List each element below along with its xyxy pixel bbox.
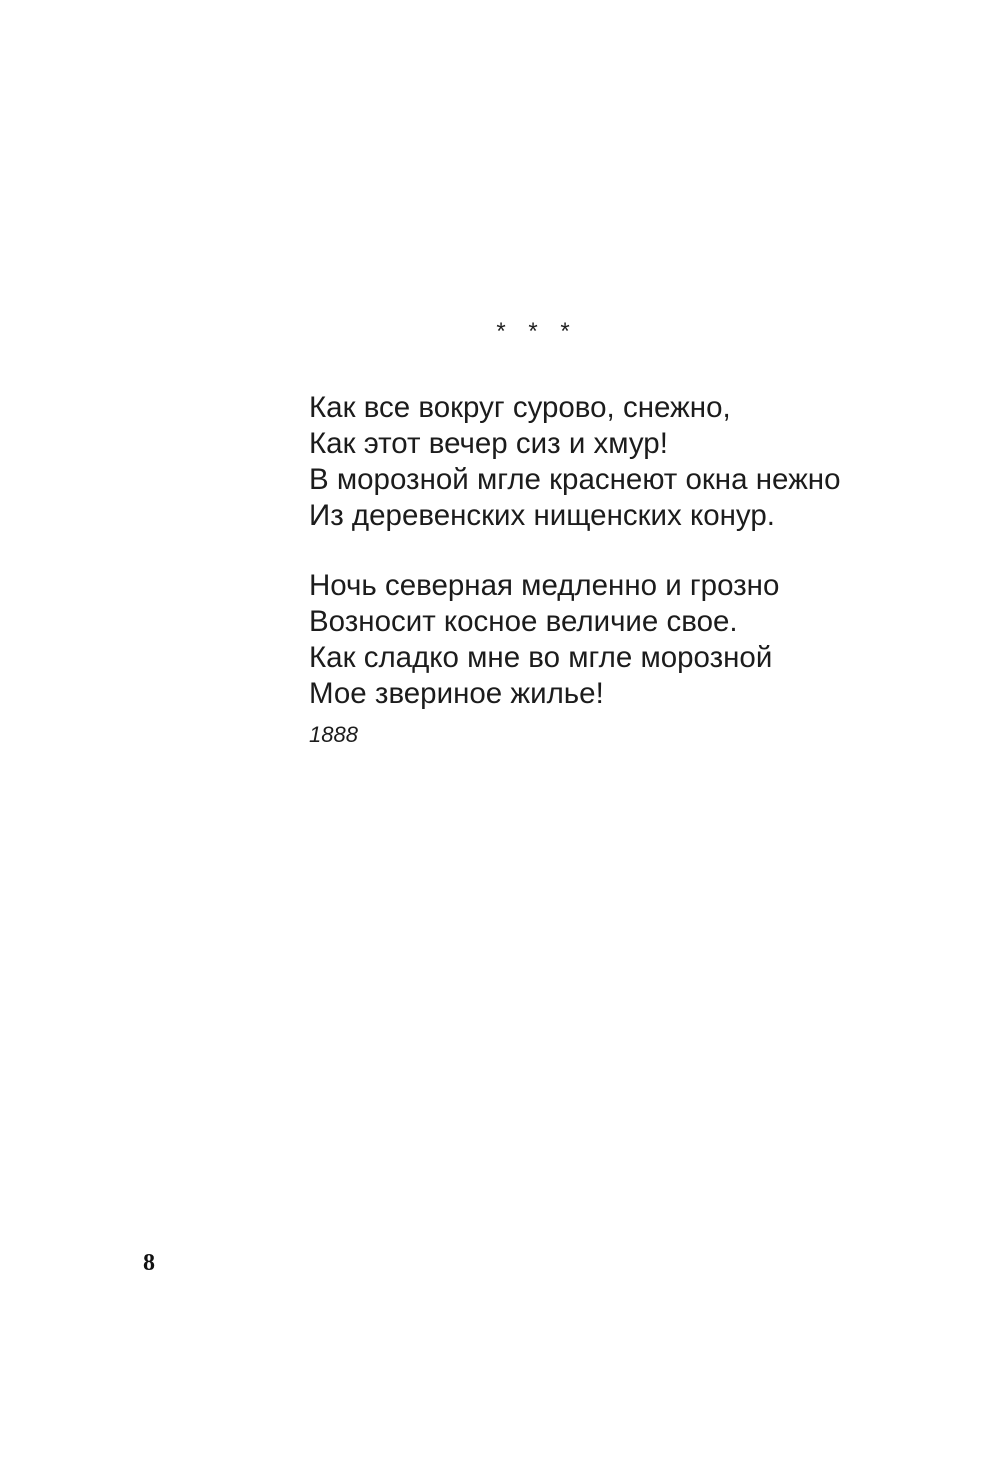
page-number: 8 [143, 1250, 155, 1276]
poem-line: В морозной мгле краснеют окна нежно [309, 463, 841, 496]
poem-line: Как сладко мне во мгле морозной [309, 641, 773, 674]
poem-separator: * * * [496, 318, 578, 345]
stanza-2 [309, 568, 909, 712]
poem-date: 1888 [309, 722, 358, 747]
poem-line: Как все вокруг сурово, снежно, [309, 391, 731, 424]
poem-line: Возносит косное величие свое. [309, 605, 738, 638]
poem-line: Мое звериное жилье! [309, 677, 604, 710]
poem-line: Как этот вечер сиз и хмур! [309, 427, 668, 460]
poem-line: Из деревенских нищенских конур. [309, 499, 775, 532]
stanza-1 [309, 390, 909, 534]
poem-line: Ночь северная медленно и грозно [309, 569, 780, 602]
poem [309, 390, 909, 712]
